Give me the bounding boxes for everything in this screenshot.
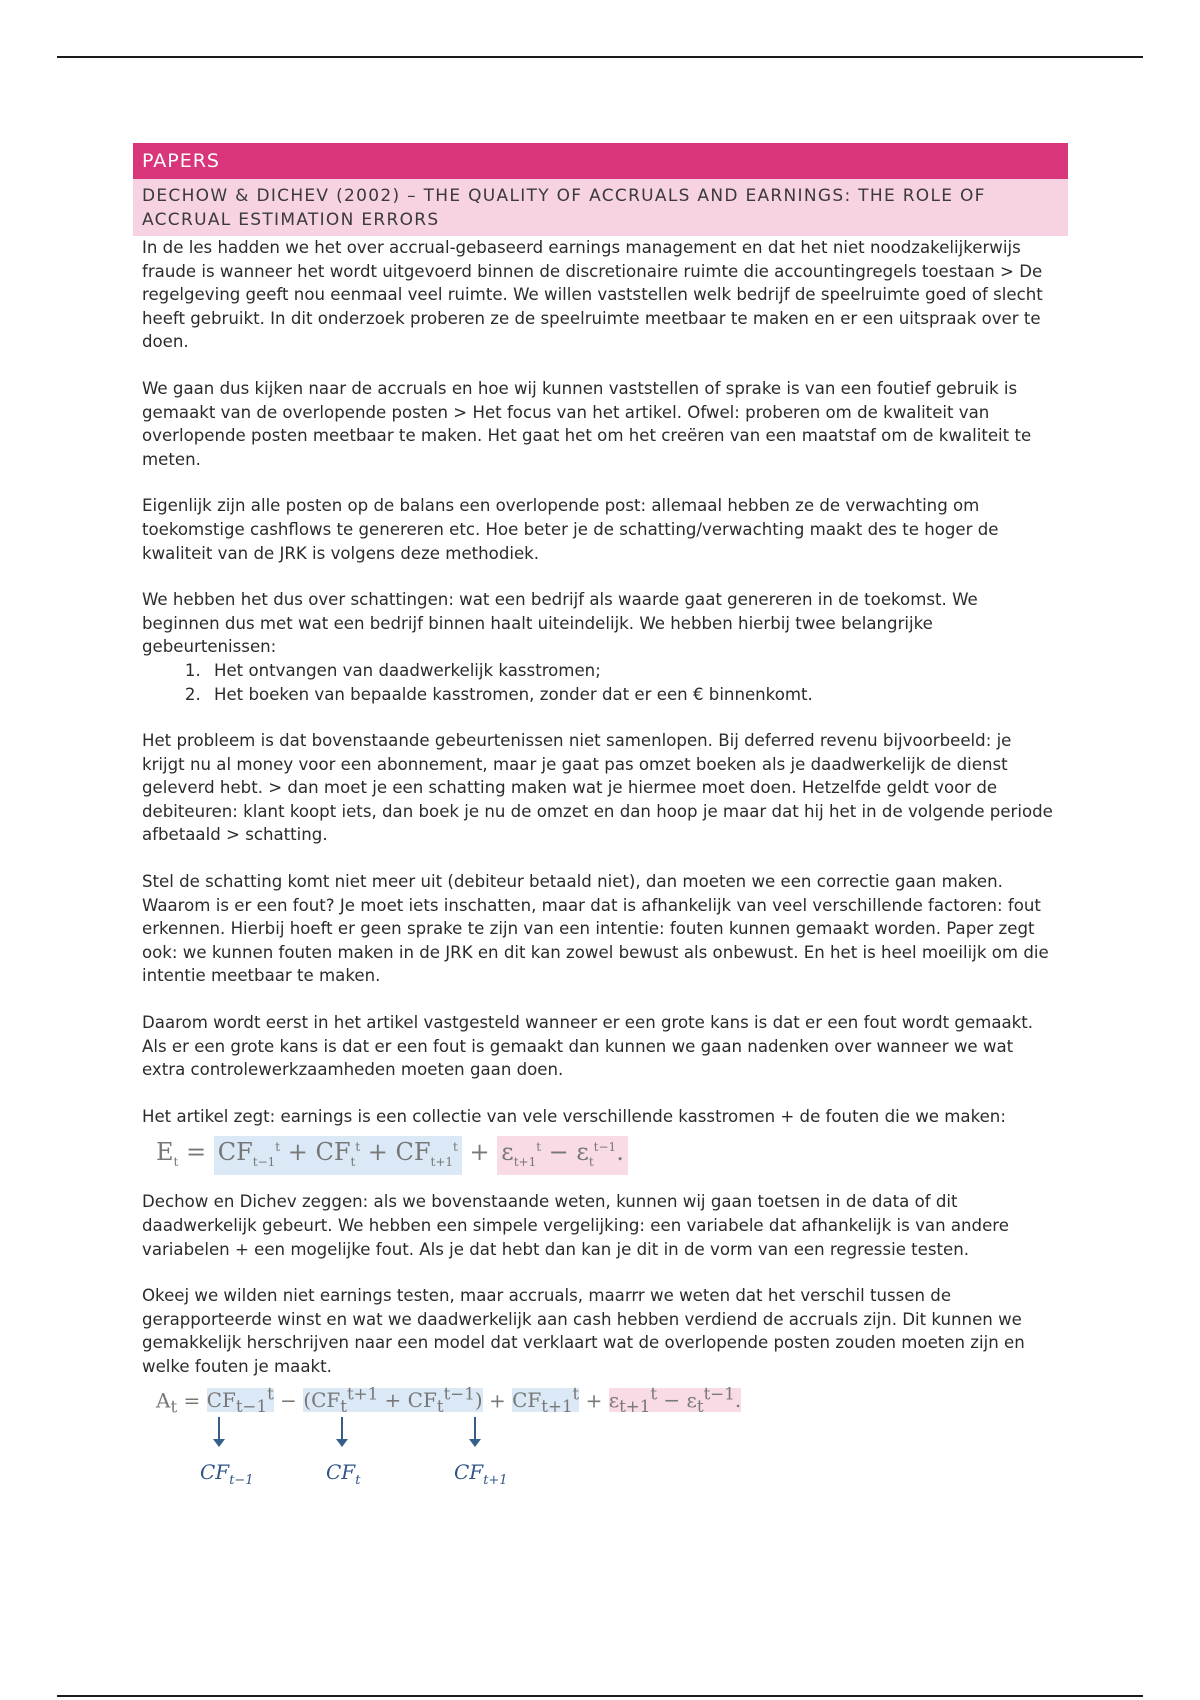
section-header: PAPERS <box>133 143 1068 179</box>
cf-previous-label: $CF_{t-1}$ <box>200 1459 254 1488</box>
cf-current-label: $CF_t$ <box>326 1459 361 1488</box>
paragraph: Eigenlijk zijn alle posten op de balans een overlopende post: allemaal hebben ze de verwachting om toekomstige cashflows te genereren etc. Hoe beter je de schatting/verwachting maakt des te hoger de kwaliteit van de JRK is volgens deze methodiek. <box>142 496 999 563</box>
list-item: 2. Het boeken van bepaalde kasstromen, zonder dat er een € binnenkomt. <box>206 683 1059 707</box>
list-item: 1. Het ontvangen van daadwerkelijk kasstromen; <box>206 659 1059 683</box>
paragraph: We gaan dus kijken naar de accruals en hoe wij kunnen vaststellen of sprake is van een foutief gebruik is gemaakt van de overlopende posten > Het focus van het artikel. Ofwel: proberen om de kwaliteit van overlopende posten meetbaar te maken. Het gaat het om het creëren van een maatstaf om de kwaliteit te meten. <box>142 378 1032 469</box>
top-rule <box>57 56 1143 58</box>
bottom-rule <box>57 1695 1143 1697</box>
cashflow-arrows <box>156 1417 1059 1517</box>
paragraph: Het probleem is dat bovenstaande gebeurtenissen niet samenlopen. Bij deferred revenu bijvoorbeeld: je krijgt nu al money voor een abonnement, maar je gaat pas omzet boeken als je daadwerkelijk de dienst geleverd hebt. > dan moet je een schatting maken wat je hiermee moet doen. Hetzelfde geldt voor de debiteuren: klant koopt iets, dan boek je nu de omzet en dan hoop je maar dat hij het in de volgende periode afbetaald > schatting. <box>142 731 1053 845</box>
paragraph: Daarom wordt eerst in het artikel vastgesteld wanneer er een grote kans is dat er een fout wordt gemaakt. Als er een grote kans is dat er een fout is gemaakt dan kunnen we gaan nadenken over wanneer we wat extra controlewerkzaamheden moeten gaan doen. <box>142 1013 1034 1080</box>
paragraph: Stel de schatting komt niet meer uit (debiteur betaald niet), dan moeten we een correctie gaan maken. Waarom is er een fout? Je moet iets inschatten, maar dat is afhankelijk van veel verschillende factoren: fout erkennen. Hierbij hoeft er geen sprake te zijn van een intentie: fouten kunnen gemaakt worden. Paper zegt ook: we kunnen fouten maken in de JRK en dit kan zowel bewust als onbewust. En het is heel moeilijk om die intentie meetbaar te maken. <box>142 872 1049 986</box>
paragraph: Het artikel zegt: earnings is een collectie van vele verschillende kasstromen + de fouten die we maken: <box>142 1106 1006 1126</box>
paragraph: Okeej we wilden niet earnings testen, maar accruals, maarrr we weten dat het verschil tussen de gerapporteerde winst en wat we daadwerkelijk aan cash hebben verdiend de accruals zijn. Dit kunnen we gemakkelijk herschrijven naar een model dat verklaart wat de overlopende posten zouden moeten zijn en welke fouten je maakt. <box>142 1286 1025 1376</box>
paper-title: DECHOW & DICHEV (2002) – THE QUALITY OF ACCRUALS AND EARNINGS: THE ROLE OF ACCRUAL ESTIMATION ERRORS <box>133 179 1068 236</box>
paragraph: We hebben het dus over schattingen: wat een bedrijf als waarde gaat genereren in de toekomst. We beginnen dus met wat een bedrijf binnen haalt uiteindelijk. We hebben hierbij twee belangrijke gebeurtenissen: <box>142 590 978 657</box>
arrow-down-icon <box>341 1417 343 1441</box>
paragraph: Dechow en Dichev zeggen: als we bovenstaande weten, kunnen wij gaan toetsen in de data of dit daadwerkelijk gebeurt. We hebben een simpele vergelijking: een variabele dat afhankelijk is van andere variabelen + een mogelijke fout. Als je dat hebt dan kan je dit in de vorm van een regressie testen. <box>142 1192 1009 1259</box>
page-content <box>133 143 1068 1517</box>
earnings-equation: $E_t = CF_{t-1}^t + CF_t^t + CF_{t+1}^t + \varepsilon_{t+1}^t - \varepsilon_t^{t-1}$. <box>156 1136 1059 1176</box>
cf-next-label: $CF_{t+1}$ <box>454 1459 508 1488</box>
accruals-equation: $A_t = CF_{t-1}^t - (CF_t^{t+1} + CF_t^{t-1}) + CF_{t+1}^t + \varepsilon_{t+1}^t - \varepsilon_t^{t-1}$. <box>156 1384 742 1417</box>
body-text <box>133 236 1068 1517</box>
event-list <box>142 659 1059 706</box>
arrow-down-icon <box>474 1417 476 1441</box>
paragraph: In de les hadden we het over accrual-gebaseerd earnings management en dat het niet noodzakelijkerwijs fraude is wanneer het wordt uitgevoerd binnen de discretionaire ruimte die accountingregels toestaan > De regelgeving geeft nou eenmaal veel ruimte. We willen vaststellen welk bedrijf de speelruimte goed of slecht heeft gebruikt. In dit onderzoek proberen ze de speelruimte meetbaar te maken en er een uitspraak over te doen. <box>142 238 1043 352</box>
arrow-down-icon <box>218 1417 220 1441</box>
